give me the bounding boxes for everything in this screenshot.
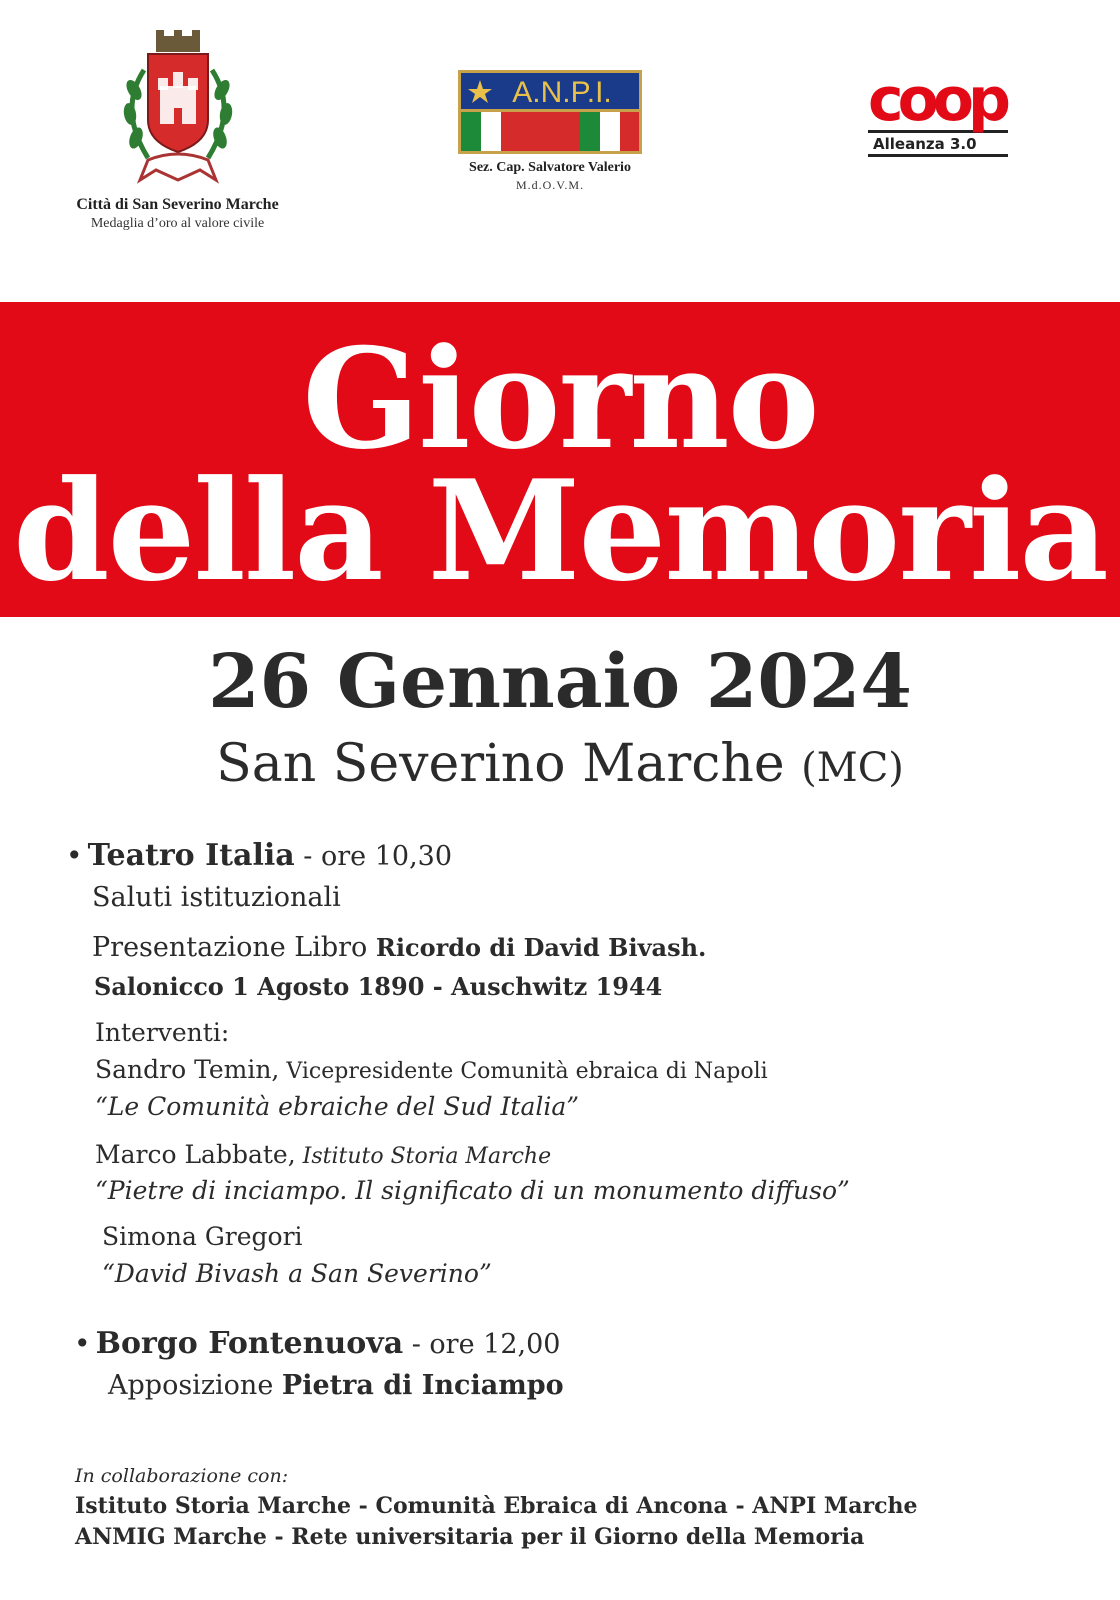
book-title-1: Ricordo di David Bivash. xyxy=(375,933,707,962)
book-prefix: Presentazione Libro xyxy=(92,932,376,963)
coop-logo xyxy=(868,65,1018,157)
event1-time: - ore 10,30 xyxy=(294,841,453,872)
event2-action xyxy=(108,1370,564,1401)
speaker-1-role: Vicepresidente Comunità ebraica di Napoli xyxy=(279,1059,768,1084)
city-logo xyxy=(50,30,305,260)
city-name: Città di San Severino Marche xyxy=(76,196,279,213)
anpi-subtitle: M.d.O.V.M. xyxy=(515,178,585,192)
speaker-2-name: Marco Labbate, xyxy=(95,1140,296,1169)
coop-subtitle: Alleanza 3.0 xyxy=(868,130,1008,157)
book-title-2: Salonicco 1 Agosto 1890 - Auschwitz 1944 xyxy=(94,972,663,1001)
event1-header xyxy=(66,838,452,873)
event2-venue: Borgo Fontenuova xyxy=(95,1326,404,1361)
speaker-1-talk: “Le Comunità ebraiche del Sud Italia” xyxy=(95,1092,580,1121)
interventions-label: Interventi: xyxy=(95,1018,230,1047)
action-prefix: Apposizione xyxy=(108,1370,282,1401)
action-object: Pietra di Inciampo xyxy=(281,1370,564,1401)
anpi-flag-logo-icon xyxy=(458,70,642,154)
place-province: (MC) xyxy=(801,745,904,791)
event1-venue: Teatro Italia xyxy=(87,838,295,873)
title-line-2: della Memoria xyxy=(13,449,1107,612)
speaker-2 xyxy=(95,1140,551,1169)
title-banner xyxy=(0,302,1120,617)
collaboration-line-1: Istituto Storia Marche - Comunità Ebraica di Ancona - ANPI Marche xyxy=(75,1493,918,1519)
event-date: 26 Gennaio 2024 xyxy=(208,639,912,725)
speaker-1-name: Sandro Temin, xyxy=(95,1055,280,1084)
city-motto: Medaglia d’oro al valore civile xyxy=(90,216,265,231)
event2-time: - ore 12,00 xyxy=(403,1329,561,1360)
event1-book-line xyxy=(92,932,706,963)
title-line-1: Giorno xyxy=(302,317,818,480)
anpi-section: Sez. Cap. Salvatore Valerio xyxy=(469,160,631,175)
bullet: • xyxy=(74,1327,91,1360)
svg-text:A.N.P.I.: A.N.P.I. xyxy=(512,76,612,109)
coat-of-arms-icon xyxy=(108,30,248,190)
bullet: • xyxy=(66,839,83,872)
event2-header xyxy=(74,1326,560,1361)
place-city: San Severino Marche xyxy=(216,734,785,794)
anpi-logo xyxy=(445,70,655,193)
event-place xyxy=(0,734,1120,794)
collaboration-line-2: ANMIG Marche - Rete universitaria per il Giorno della Memoria xyxy=(75,1524,865,1550)
collaboration-label: In collaborazione con: xyxy=(75,1465,289,1487)
speaker-3-talk: “David Bivash a San Severino” xyxy=(102,1259,492,1288)
speaker-2-role: Istituto Storia Marche xyxy=(295,1144,552,1169)
speaker-2-talk: “Pietre di inciampo. Il significato di un monumento diffuso” xyxy=(95,1176,850,1205)
event1-greetings: Saluti istituzionali xyxy=(92,882,341,913)
speaker-1 xyxy=(95,1055,768,1084)
speaker-3-name: Simona Gregori xyxy=(102,1222,303,1251)
coop-wordmark: coop xyxy=(868,65,1005,135)
